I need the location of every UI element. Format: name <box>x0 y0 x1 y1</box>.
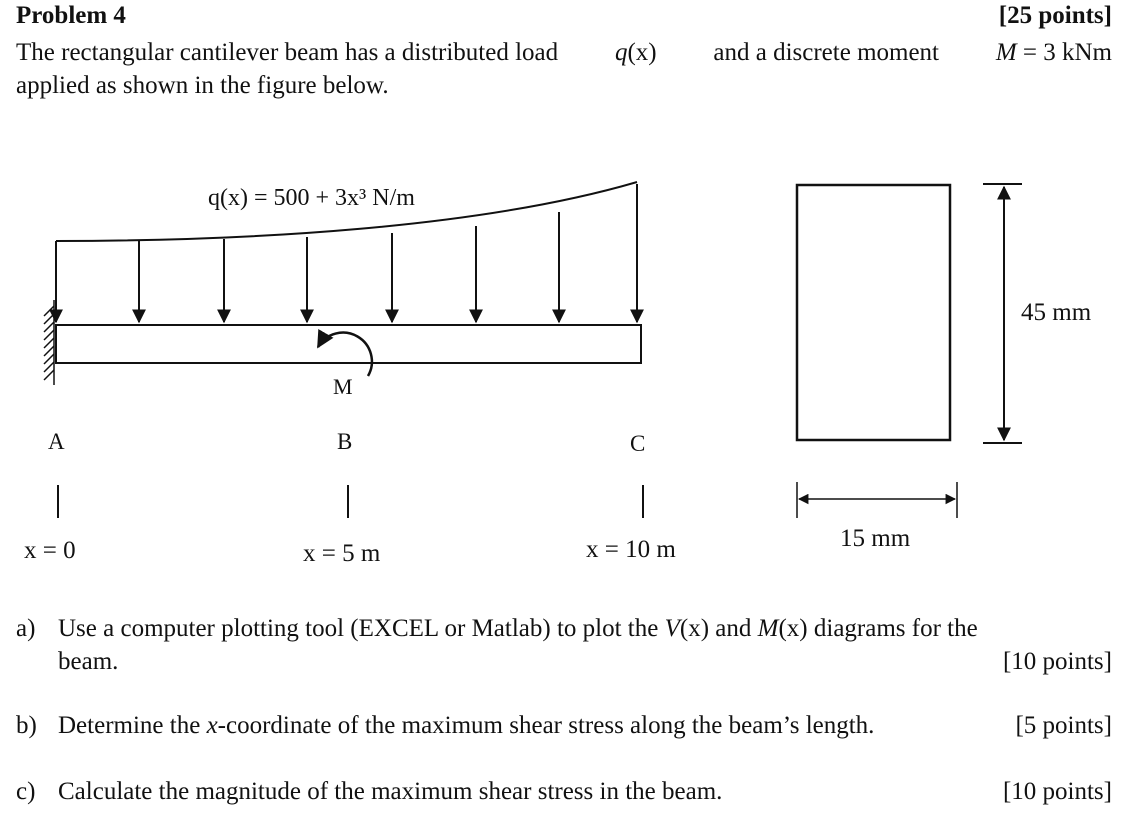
beam <box>56 325 641 363</box>
point-b-label: B <box>337 429 353 454</box>
x-b-label: x = 5 m <box>303 540 381 567</box>
question-c: c) Calculate the magnitude of the maximum shear stress in the beam. [10 points] <box>16 775 1112 808</box>
statement-line-1: The rectangular cantilever beam has a distributed load q(x) and a discrete moment M = 3 kNm <box>16 39 1112 66</box>
x-a-label: x = 0 <box>24 537 76 564</box>
problem-header <box>16 2 1112 30</box>
statement-line-2: applied as shown in the figure below. <box>16 72 389 99</box>
point-c-label: C <box>630 431 646 456</box>
problem-statement <box>16 36 1112 102</box>
problem-title: Problem 4 <box>16 2 126 29</box>
question-a-points: [10 points] <box>1002 648 1112 675</box>
question-b: b) Determine the x-coordinate of the maximum shear stress along the beam’s length. [5 points] <box>16 709 1112 742</box>
question-a-line-1: Use a computer plotting tool (EXCEL or Matlab) to plot the V(x) and M(x) diagrams for the <box>58 615 978 642</box>
problem-points: [25 points] <box>998 2 1112 29</box>
load-equation: q(x) = 500 + 3x³ N/m <box>208 185 415 211</box>
cross-section <box>797 185 950 440</box>
fixed-support <box>44 300 54 385</box>
beam-figure <box>0 150 1128 580</box>
width-label: 15 mm <box>840 525 911 552</box>
x-c-label: x = 10 m <box>586 536 676 563</box>
height-label: 45 mm <box>1021 299 1092 326</box>
moment-label: M <box>333 374 353 399</box>
question-a: a) Use a computer plotting tool (EXCEL or Matlab) to plot the V(x) and M(x) diagrams for the beam. [10 points] <box>16 612 1112 678</box>
point-a-label: A <box>48 429 65 454</box>
question-b-points: [5 points] <box>1015 712 1112 739</box>
question-c-points: [10 points] <box>1002 778 1112 805</box>
